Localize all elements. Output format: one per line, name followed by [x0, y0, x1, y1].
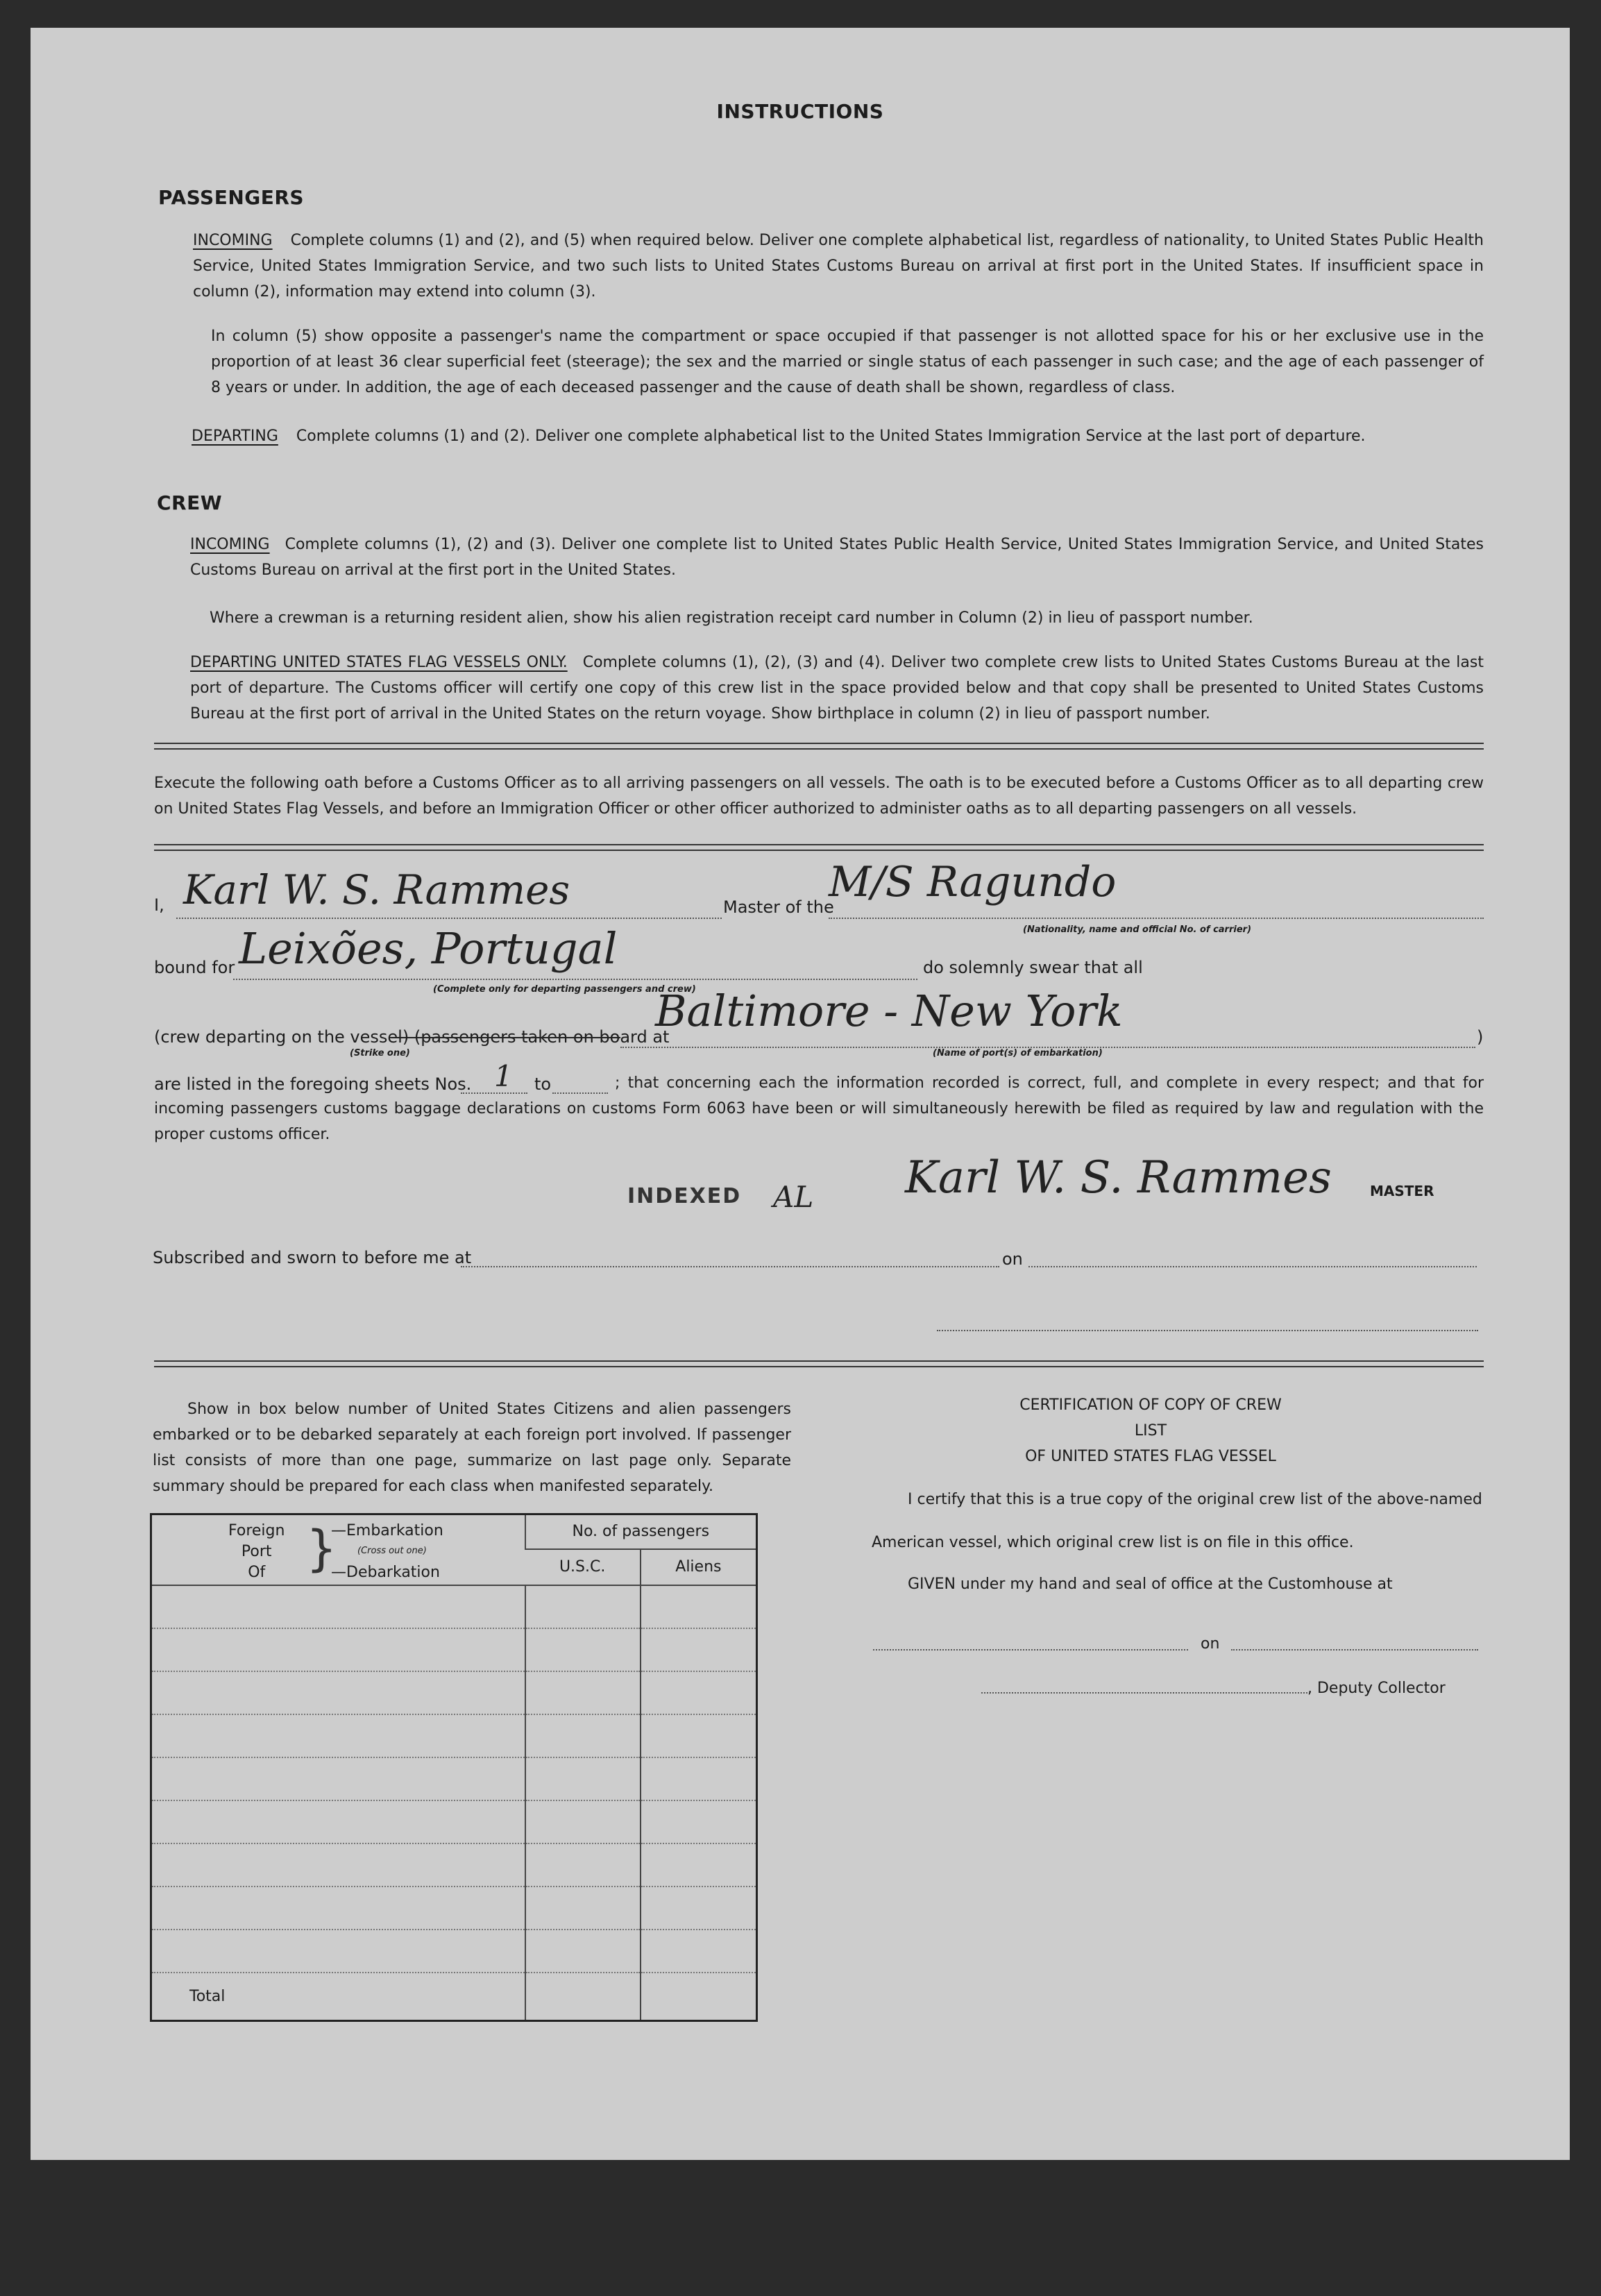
sheet-from-handwritten: 1 — [494, 1059, 513, 1093]
ports-caption: (Name of port(s) of embarkation) — [933, 1048, 1103, 1058]
passengers-heading: PASSENGERS — [158, 186, 305, 209]
usc-cell[interactable] — [525, 1800, 641, 1843]
master-label: MASTER — [1370, 1183, 1434, 1199]
aliens-cell[interactable] — [641, 1886, 757, 1930]
port-cell[interactable] — [151, 1757, 525, 1800]
certification-date-line — [1231, 1649, 1478, 1651]
vessel-caption: (Nationality, name and official No. of carrier) — [1023, 925, 1252, 935]
subscribed-label: Subscribed and sworn to before me at — [153, 1248, 472, 1267]
destination-caption: (Complete only for departing passengers and crew) — [433, 984, 696, 995]
divider — [154, 1360, 1484, 1367]
sworn-on-label: on — [1002, 1249, 1023, 1269]
deputy-signature-line — [981, 1692, 1307, 1694]
port-cell[interactable] — [151, 1585, 525, 1628]
aliens-cell[interactable] — [641, 1843, 757, 1886]
brace: } — [306, 1520, 337, 1577]
certification-title-line2: OF UNITED STATES FLAG VESSEL — [1025, 1448, 1276, 1465]
subscribed-place-line — [461, 1266, 999, 1267]
port-cell[interactable] — [151, 1843, 525, 1886]
total-label: Total — [189, 1987, 226, 2005]
no-of-passengers-header: No. of passengers — [525, 1514, 757, 1549]
strikethrough-passengers — [391, 1037, 620, 1038]
crew-departing-label: DEPARTING UNITED STATES FLAG VESSELS ONLY. — [190, 654, 568, 671]
master-name-handwritten: Karl W. S. Rammes — [183, 866, 570, 913]
sworn-date-line — [1028, 1266, 1477, 1267]
form-page — [31, 28, 1570, 2160]
usc-header: U.S.C. — [525, 1549, 641, 1585]
destination-line — [233, 979, 917, 980]
certification-line2: American vessel, which original crew list is on file in this office. — [872, 1534, 1354, 1551]
destination-handwritten: Leixões, Portugal — [239, 923, 618, 974]
aliens-total-cell[interactable] — [641, 1973, 757, 2021]
customhouse-line — [873, 1649, 1188, 1651]
oath-instructions: Execute the following oath before a Customs Officer as to all arriving passengers on all vessels. The oath is to be executed before a Customs Officer as to all departing crew on United States Flag Vessels, and before an Immigration Officer or other officer authorized to administer oaths as to all departing passengers on all vessels. — [154, 775, 1484, 818]
foreign-port-header — [151, 1514, 525, 1585]
passengers-incoming-text: Complete columns (1) and (2), and (5) when required below. Deliver one complete alphabetical list, regardless of nationality, to United States Public Health Service, United States Immigration Service, and two such lists to United States Customs Bureau on arrival at first port in the United States. If insufficient space in column (2), information may extend into column (3). — [193, 232, 1484, 301]
passengers-incoming-paragraph — [193, 228, 1484, 305]
ports-summary-table — [150, 1513, 758, 2022]
foreign-label: Foreign — [228, 1522, 285, 1539]
aliens-cell[interactable] — [641, 1757, 757, 1800]
port-cell[interactable] — [151, 1800, 525, 1843]
certification-title — [1013, 1392, 1288, 1469]
usc-cell[interactable] — [525, 1757, 641, 1800]
crew-incoming-text: Complete columns (1), (2) and (3). Deliver one complete list to United States Public Health Service, United States Immigration Service, and United States Customs Bureau on arrival at the first port in the United States. — [190, 536, 1484, 579]
crew-incoming-paragraph — [190, 532, 1484, 583]
usc-cell[interactable] — [525, 1930, 641, 1973]
crew-heading: CREW — [157, 491, 223, 514]
aliens-cell[interactable] — [641, 1714, 757, 1757]
aliens-cell[interactable] — [641, 1930, 757, 1973]
officer-signature-line — [937, 1330, 1478, 1331]
indexed-initials: AL — [773, 1180, 814, 1214]
port-cell[interactable] — [151, 1671, 525, 1714]
vessel-handwritten: M/S Ragundo — [829, 858, 1117, 906]
divider — [154, 844, 1484, 851]
vessel-line — [829, 918, 1484, 919]
usc-cell[interactable] — [525, 1843, 641, 1886]
ports-handwritten: Baltimore - New York — [655, 986, 1123, 1036]
passengers-departing-label: DEPARTING — [192, 428, 278, 445]
crew-departing-label: (crew departing on the vessel) (passengers taken on board at — [154, 1027, 670, 1047]
crew-departing-text: Complete columns (1), (2), (3) and (4). Deliver two complete crew lists to United States Customs Bureau at the last port of departure. The Customs officer will certify one copy of this crew list in the space provided below and that copy shall be presented to United States Customs Bureau at the first port of arrival in the United States on the return voyage. Show birthplace in column (2) in lieu of passport number. — [190, 654, 1484, 723]
aliens-header: Aliens — [641, 1549, 757, 1585]
aliens-cell[interactable] — [641, 1671, 757, 1714]
usc-cell[interactable] — [525, 1886, 641, 1930]
crew-departing-paragraph — [190, 650, 1484, 727]
bound-for-label: bound for — [154, 958, 235, 977]
sheets-text: ; that concerning each the information recorded is correct, full, and complete in every respect; and that for incoming passengers customs baggage declarations on customs Form 6063 have been or will simultaneously herewith be filed as required by law and regulation with the proper customs officer. — [154, 1074, 1484, 1143]
aliens-cell[interactable] — [641, 1628, 757, 1671]
crew-resident-paragraph: Where a crewman is a returning resident alien, show his alien registration receipt card number in Column (2) in lieu of passport number. — [210, 609, 1253, 627]
close-paren: ) — [1477, 1027, 1484, 1047]
indexed-stamp: INDEXED — [627, 1184, 742, 1208]
crew-incoming-label: INCOMING — [190, 536, 270, 553]
swear-text: do solemnly swear that all — [923, 958, 1143, 977]
passengers-incoming-label: INCOMING — [193, 232, 273, 249]
port-cell[interactable] — [151, 1930, 525, 1973]
master-name-line — [176, 918, 722, 919]
certification-on-label: on — [1201, 1635, 1220, 1653]
divider — [154, 743, 1484, 750]
summary-instructions: Show in box below number of United States Citizens and alien passengers embarked or to be debarked separately at each foreign port involved. If passenger list consists of more than one page, summarize on last page only. Separate summary should be prepared for each class when manifested separately. — [153, 1401, 791, 1495]
usc-total-cell[interactable] — [525, 1973, 641, 2021]
sheets-label: are listed in the foregoing sheets Nos. — [154, 1074, 472, 1094]
to-label: to — [534, 1074, 552, 1094]
certification-line1: I certify that this is a true copy of the original crew list of the above-named — [908, 1491, 1482, 1508]
port-cell[interactable] — [151, 1886, 525, 1930]
strike-caption: (Strike one) — [350, 1048, 410, 1058]
aliens-cell[interactable] — [641, 1585, 757, 1628]
deputy-collector-label: , Deputy Collector — [1307, 1680, 1446, 1697]
usc-cell[interactable] — [525, 1628, 641, 1671]
passengers-departing-paragraph — [192, 423, 1489, 449]
port-cell[interactable] — [151, 1628, 525, 1671]
port-cell[interactable] — [151, 1714, 525, 1757]
debarkation-option: —Debarkation — [331, 1564, 440, 1581]
master-of-the-label: Master of the — [723, 897, 834, 917]
master-signature: Karl W. S. Rammes — [905, 1152, 1332, 1204]
aliens-cell[interactable] — [641, 1800, 757, 1843]
of-label: Of — [248, 1564, 266, 1581]
column5-paragraph: In column (5) show opposite a passenger's name the compartment or space occupied if that passenger is not allotted space for his or her exclusive use in the proportion of at least 36 clear superficial feet (steerage); the sex and the married or single status of each passenger in such case; and the age of each passenger of 8 years or under. In addition, the age of each deceased passenger and the cause of death shall be shown, regardless of class. — [211, 328, 1484, 396]
certification-line3: GIVEN under my hand and seal of office at the Customhouse at — [908, 1576, 1393, 1593]
page-title: INSTRUCTIONS — [716, 100, 884, 123]
usc-cell[interactable] — [525, 1671, 641, 1714]
embarkation-option: —Embarkation — [331, 1522, 443, 1539]
port-label: Port — [241, 1543, 272, 1560]
usc-cell[interactable] — [525, 1714, 641, 1757]
cross-out-caption: (Cross out one) — [357, 1546, 427, 1556]
certification-title-line1: CERTIFICATION OF COPY OF CREW LIST — [1019, 1396, 1282, 1440]
i-label: I, — [154, 895, 164, 915]
usc-cell[interactable] — [525, 1585, 641, 1628]
passengers-departing-text: Complete columns (1) and (2). Deliver one complete alphabetical list to the United States Immigration Service at the last port of departure. — [296, 428, 1366, 445]
